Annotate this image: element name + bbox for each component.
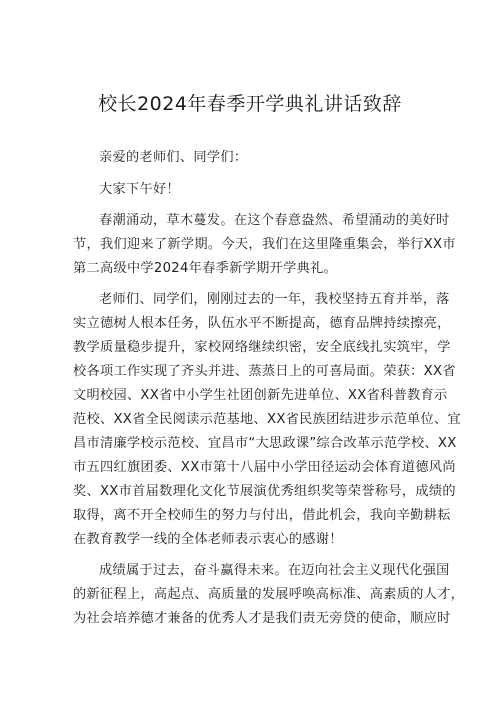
paragraph-3 — [73, 559, 465, 631]
paragraph-line: 教学质量稳步提升，家校网络继续织密，安全底线扎实筑牢，学 — [73, 340, 451, 355]
paragraph-line: 校各项工作实现了齐头并进、蒸蒸日上的可喜局面。荣获：XX省 — [73, 364, 456, 379]
paragraph-line: 的新征程上，高起点、高质量的发展呼唤高标准、高素质的人才， — [73, 587, 465, 602]
paragraph-line: 奖、XX市首届数理化文化节展演优秀组织奖等荣誉称号，成绩的 — [73, 484, 456, 499]
document-title: 校长2024年春季开学典礼讲话致辞 — [98, 93, 402, 115]
paragraph-line: 第二高级中学2024年春季新学期开学典礼。 — [73, 261, 338, 276]
paragraph-line: 老师们、同学们，刚刚过去的一年，我校坚持五育并举，落 — [99, 292, 450, 307]
paragraph-line: 文明校园、XX省中小学生社团创新先进单位、XX省科普教育示 — [73, 388, 448, 403]
salutation-line: 大家下午好！ — [99, 182, 180, 197]
paragraph-line: 实立德树人根本任务，队伍水平不断提高，德育品牌持续擦亮， — [73, 316, 451, 331]
paragraph-line: 范校、XX省全民阅读示范基地、XX省民族团结进步示范单位、宜 — [73, 412, 462, 427]
paragraph-2 — [73, 288, 462, 552]
document-body — [73, 146, 465, 631]
paragraph-line: 在教育教学一线的全体老师表示衷心的感谢！ — [73, 532, 343, 547]
paragraph-1 — [73, 209, 456, 281]
paragraph-line: 市五四红旗团委、XX市第十八届中小学田径运动会体育道德风尚 — [73, 460, 456, 475]
paragraph-line: 成绩属于过去，奋斗赢得未来。在迈向社会主义现代化强国 — [99, 563, 450, 578]
paragraph-line: 为社会培养德才兼备的优秀人才是我们责无旁贷的使命，顺应时 — [73, 611, 451, 626]
paragraph-line: 节，我们迎来了新学期。今天，我们在这里隆重集会，举行XX市 — [73, 237, 456, 252]
paragraph-line: 昌市清廉学校示范校、宜昌市“大思政课”综合改革示范学校、XX — [73, 436, 457, 451]
paragraph-line: 春潮涌动，草木蔓发。在这个春意盎然、希望涌动的美好时 — [99, 213, 450, 228]
greeting-line: 亲爱的老师们、同学们： — [99, 150, 248, 165]
paragraph-line: 取得，离不开全校师生的努力与付出，借此机会，我向辛勤耕耘 — [73, 508, 451, 523]
